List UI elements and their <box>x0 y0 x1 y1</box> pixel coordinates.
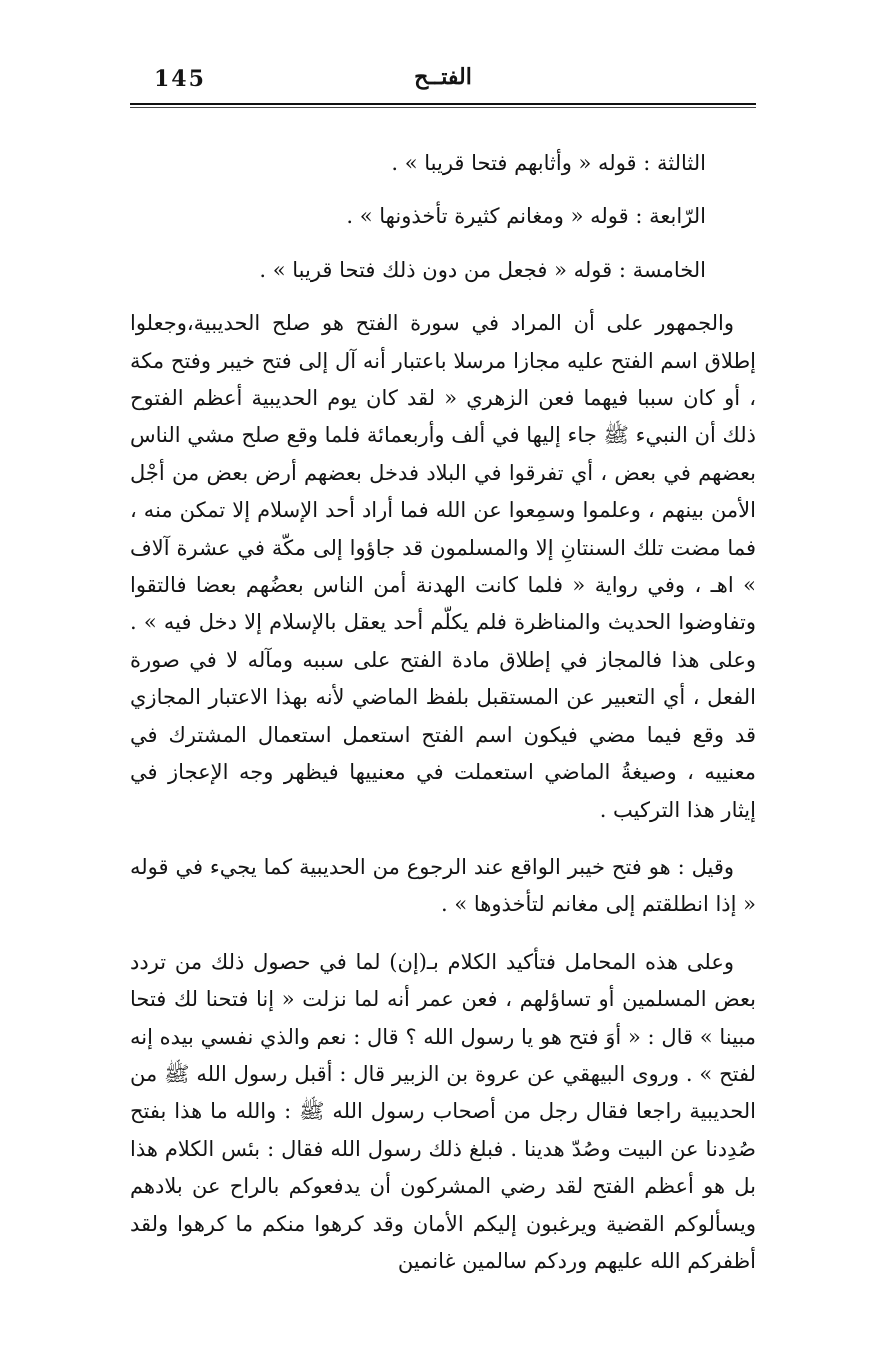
header-rule-thin <box>130 107 756 108</box>
header-rule <box>130 103 756 105</box>
paragraph-khaybar-view: وقيل : هو فتح خيبر الواقع عند الرجوع من الحديبية كما يجيء في قوله « إذا انطلقتم إلى مغانم لتأخذوها » . <box>130 854 756 917</box>
list-item: الرّابعة : قوله « ومغانم كثيرة تأخذونها » . <box>346 204 706 229</box>
page-number: 145 <box>154 66 206 92</box>
body-text <box>130 145 756 1280</box>
running-title: الفتــح <box>414 64 472 90</box>
page-header <box>130 62 756 98</box>
list-item: الخامسة : قوله « فجعل من دون ذلك فتحا قريبا » . <box>259 257 706 282</box>
list-item: الثالثة : قوله « وأثابهم فتحا قريبا » . <box>391 151 706 175</box>
paragraph-majority-view: والجمهور على أن المراد في سورة الفتح هو صلح الحديبية،وجعلوا إطلاق اسم الفتح عليه مجازا مرسلا باعتبار أنه آل إلى فتح خيبر وفتح مكة ، أو كان سببا فيهما فعن الزهري « لقد كان يوم الحديبية أعظم الفتوح ذلك أن النبيء ﷺ جاء إليها في ألف وأربعمائة فلما وقع صلح مشي الناس بعضهم في بعض ، أي تفرقوا في البلاد فدخل بعضهم أرض بعض من أجْل الأمن بينهم ، وعلموا وسمِعوا عن الله فما أراد أحد الإسلام إلا تمكن منه ، فما مضت تلك السنتانِ إلا والمسلمون قد جاؤوا إلى مكّة في عشرة آلاف » اهـ ، وفي رواية « فلما كانت الهدنة أمن الناس بعضُهم بعضا فالتقوا وتفاوضوا الحديث والمناظرة فلم يكلّم أحد يعقل بالإسلام إلا دخل فيه » . وعلى هذا فالمجاز في إطلاق مادة الفتح على سببه ومآله لا في صورة الفعل ، أي التعبير عن المستقبل بلفظ الماضي لأنه بهذا الاعتبار المجازي قد وقع فيما مضي فيكون اسم الفتح استعمل استعمال المشترك في معنييه ، وصيغةُ الماضي استعملت في معنييها فيظهر وجه الإعجاز في إيثار هذا التركيب . <box>130 311 756 822</box>
paragraph-emphasis: وعلى هذه المحامل فتأكيد الكلام بـ(إن) لما في حصول ذلك من تردد بعض المسلمين أو تساؤلهم ، فعن عمر أنه لما نزلت « إنا فتحنا لك فتحا مبينا » قال : « أوَ فتح هو يا رسول الله ؟ قال : نعم والذي نفسي بيده إنه لفتح » . وروى البيهقي عن عروة بن الزبير قال : أقبل رسول الله ﷺ من الحديبية راجعا فقال رجل من أصحاب رسول الله ﷺ : والله ما هذا بفتح صُدِدنا عن البيت وصُدّ هدينا . فبلغ ذلك رسول الله فقال : بئس الكلام هذا بل هو أعظم الفتح لقد رضي المشركون أن يدفعوكم بالراح عن بلادهم ويسألوكم القضية ويرغبون إليكم الأمان وقد كرهوا منكم ما كرهوا ولقد أظفركم الله عليهم وردكم سالمين غانمين <box>130 949 756 1273</box>
